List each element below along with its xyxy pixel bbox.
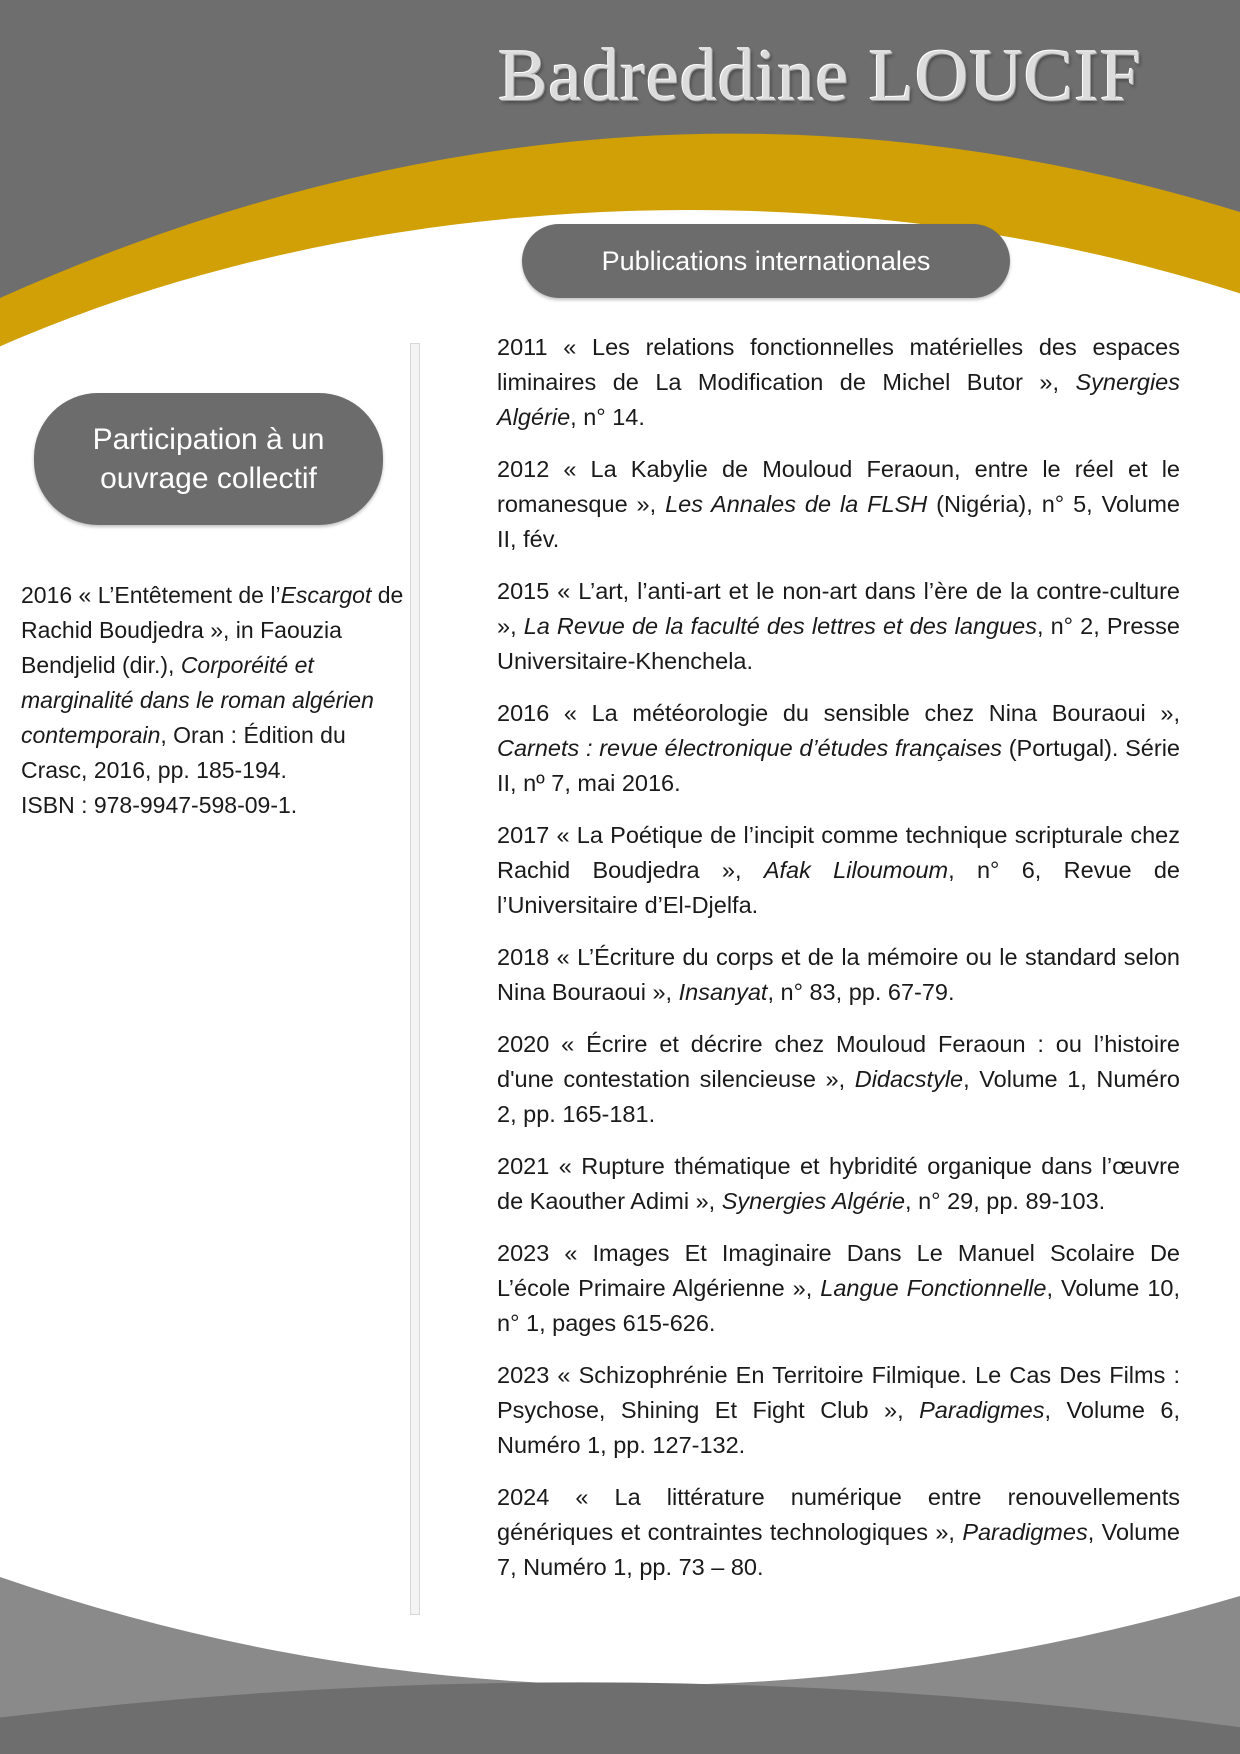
publication-item — [497, 1480, 1180, 1585]
publication-text: 2021 « Rupture thématique et hybridité organique dans l’œuvre de Kaouther Adimi », — [497, 1153, 1180, 1214]
publication-details: , Volume 6, Numéro 1, pp. 127-132. — [497, 1397, 1180, 1458]
publication-text: 2016 « La météorologie du sensible chez Nina Bouraoui », — [497, 700, 1180, 726]
publication-text: 2023 « Images Et Imaginaire Dans Le Manuel Scolaire De L’école Primaire Algérienne », — [497, 1240, 1180, 1301]
publication-journal: Les Annales de la FLSH — [665, 491, 928, 517]
publication-journal: La Revue de la faculté des lettres et des langues — [523, 613, 1037, 639]
entry-text-part: 2016 « L’Entêtement de l’ — [21, 582, 281, 608]
publication-details: , n° 6, Revue de l’Universitaire d’El-Djelfa. — [497, 857, 1181, 918]
publication-item — [497, 1149, 1180, 1219]
publication-item — [497, 574, 1180, 679]
publication-journal: Synergies Algérie — [721, 1188, 906, 1214]
author-name: Badreddine LOUCIF — [498, 35, 1142, 117]
collective-work-entry — [21, 578, 407, 823]
publication-journal: Paradigmes — [962, 1519, 1088, 1545]
publication-details: , n° 2, Presse Universitaire-Khenchela. — [497, 613, 1181, 674]
entry-text-part: de Rachid Boudjedra », in Faouzia Bendjelid (dir.), — [21, 582, 404, 678]
collective-work-text — [21, 578, 407, 788]
publication-details: , n° 14. — [570, 404, 645, 430]
publication-item — [497, 1027, 1180, 1132]
entry-italic-title: Escargot — [280, 582, 372, 608]
publication-journal: Synergies Algérie — [497, 369, 1180, 430]
publication-details: , Volume 10, n° 1, pages 615-626. — [497, 1275, 1181, 1336]
section-title-international-publications: Publications internationales — [522, 224, 1010, 298]
publication-journal: Carnets : revue électronique d’études françaises — [497, 735, 1003, 761]
publication-item — [497, 452, 1180, 557]
publication-details: (Portugal). Série II, nº 7, mai 2016. — [497, 735, 1180, 796]
section-title-line1: Participation à un — [92, 423, 325, 456]
publication-details: (Nigéria), n° 5, Volume II, fév. — [497, 491, 1181, 552]
publication-details: , Volume 7, Numéro 1, pp. 73 – 80. — [497, 1519, 1180, 1580]
publication-item — [497, 696, 1180, 801]
publication-text: 2011 « Les relations fonctionnelles matérielles des espaces liminaires de La Modification de Michel Butor », — [497, 334, 1180, 395]
publication-details: , Volume 1, Numéro 2, pp. 165-181. — [497, 1066, 1180, 1127]
publication-journal: Afak Liloumoum — [763, 857, 949, 883]
publication-item — [497, 818, 1180, 923]
publication-text: 2012 « La Kabylie de Mouloud Feraoun, entre le réel et le romanesque », — [497, 456, 1180, 517]
publication-text: 2020 « Écrire et décrire chez Mouloud Feraoun : ou l’histoire d'une contestation silencieuse », — [497, 1031, 1180, 1092]
publication-item — [497, 330, 1180, 435]
section-title-collective-work — [34, 393, 383, 525]
publication-details: , n° 83, pp. 67-79. — [767, 979, 955, 1005]
publication-journal: Langue Fonctionnelle — [820, 1275, 1047, 1301]
publications-list — [497, 330, 1180, 1602]
publication-item — [497, 940, 1180, 1010]
publication-journal: Insanyat — [678, 979, 768, 1005]
publication-item — [497, 1236, 1180, 1341]
publication-journal: Paradigmes — [919, 1397, 1045, 1423]
publication-text: 2015 « L’art, l’anti-art et le non-art dans l’ère de la contre-culture », — [497, 578, 1180, 639]
publication-details: , n° 29, pp. 89-103. — [905, 1188, 1106, 1214]
column-divider — [410, 343, 420, 1615]
publication-text: 2023 « Schizophrénie En Territoire Filmique. Le Cas Des Films : Psychose, Shining Et Fight Club », — [497, 1362, 1180, 1423]
isbn: ISBN : 978-9947-598-09-1. — [21, 792, 298, 818]
publication-item — [497, 1358, 1180, 1463]
section-title-line2: ouvrage collectif — [100, 462, 317, 495]
entry-italic-book-title: Corporéité et marginalité dans le roman algérien contemporain — [21, 652, 374, 748]
entry-text-part: , Oran : Édition du Crasc, 2016, pp. 185-194. — [21, 722, 346, 783]
publication-text: 2018 « L’Écriture du corps et de la mémoire ou le standard selon Nina Bouraoui », — [497, 944, 1180, 1005]
publication-journal: Didacstyle — [854, 1066, 964, 1092]
publication-text: 2017 « La Poétique de l’incipit comme technique scripturale chez Rachid Boudjedra », — [497, 822, 1180, 883]
publication-text: 2024 « La littérature numérique entre renouvellements génériques et contraintes technologiques », — [497, 1484, 1180, 1545]
